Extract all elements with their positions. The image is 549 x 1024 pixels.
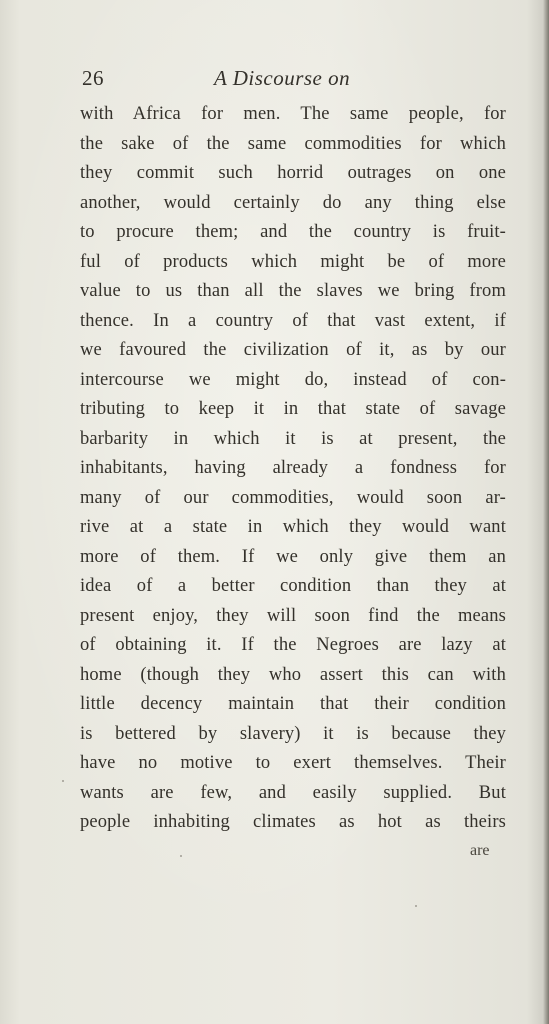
text-line: people inhabiting climates as hot as theirs (80, 812, 506, 832)
text-line: present enjoy, they will soon find the means (80, 605, 506, 626)
text-line: tributing to keep it in that state of savage (80, 399, 506, 419)
running-head: A Discourse on (214, 66, 351, 90)
text-line: thence. In a country of that vast extent, if (80, 310, 506, 331)
paper-speck (62, 780, 64, 782)
text-line: many of our commodities, would soon ar- (80, 487, 506, 508)
paper-speck (180, 855, 182, 857)
text-line: the sake of the same commodities for which (80, 133, 506, 154)
text-line: with Africa for men. The same people, for (80, 104, 506, 124)
text-line: wants are few, and easily supplied. But (80, 782, 506, 803)
text-line: of obtaining it. If the Negroes are lazy at (80, 635, 506, 655)
text-line: they commit such horrid outrages on one (80, 163, 506, 183)
text-line: home (though they who assert this can with (80, 664, 506, 685)
text-line: inhabitants, having already a fondness for (80, 458, 506, 478)
page-edge-shadow (543, 0, 549, 1024)
text-line: is bettered by slavery) it is because they (80, 723, 506, 744)
page-number: 26 (82, 66, 104, 90)
text-line: barbarity in which it is at present, the (80, 428, 506, 449)
text-line: intercourse we might do, instead of con- (80, 369, 506, 390)
page-header (82, 66, 502, 96)
catchword: are (470, 842, 490, 859)
text-line: rive at a state in which they would want (80, 517, 506, 537)
text-line: more of them. If we only give them an (80, 546, 506, 567)
text-line: idea of a better condition than they at (80, 576, 506, 596)
text-line: ful of products which might be of more (80, 251, 506, 272)
text-line: value to us than all the slaves we bring from (80, 281, 506, 301)
body-text (80, 100, 506, 838)
text-line: another, would certainly do any thing else (80, 192, 506, 213)
text-line: little decency maintain that their condition (80, 694, 506, 714)
text-line: we favoured the civilization of it, as by our (80, 340, 506, 360)
paper-speck (415, 905, 417, 907)
text-line: have no motive to exert themselves. Their (80, 753, 506, 773)
text-line: to procure them; and the country is fruit- (80, 222, 506, 242)
